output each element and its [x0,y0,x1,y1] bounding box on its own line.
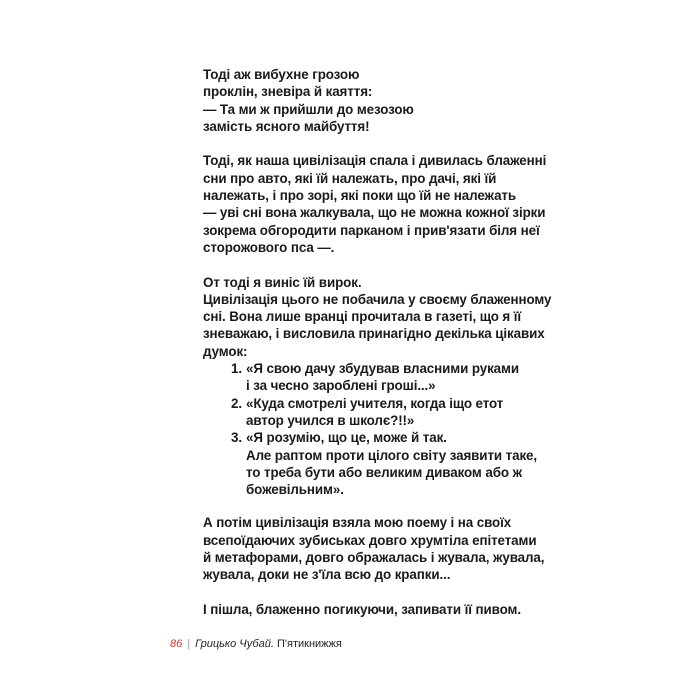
list-number: 3. [231,430,242,446]
list-number: 2. [231,395,242,411]
text-line: зокрема обгородити парканом і прив'язати біля неї [203,222,540,238]
text-line: то треба бути або великим диваком або ж [246,464,522,480]
text-line: автор учился в школє?!!» [246,412,415,428]
text-line: проклін, зневіра й каяття: [203,84,373,100]
text-line: божевільним». [246,482,344,498]
text-line: «Я свою дачу збудував власними руками [246,361,519,377]
poem-stanza [203,66,533,135]
list-item [203,395,533,430]
footer-book-title: П'ятикнижжя [276,638,342,650]
quote-list [203,360,538,498]
page-number: 86 [170,638,183,650]
text-line: належать, і про зорі, які поки що їй не належать [203,188,517,204]
list-number: 1. [231,361,242,377]
text-line: — уві сні вона жалкувала, що не можна кожної зірки [203,205,546,221]
text-line: І пішла, блаженно погикуючи, запивати її пивом. [203,601,521,617]
text-line: зневажаю, і висловила принагідно декілька цікавих [203,326,545,342]
text-line: А потім цивілізація взяла мою поему і на своїх [203,515,512,531]
text-line: «Куда смотрелі учителя, когда іщо етот [246,395,504,411]
list-item [203,429,538,498]
page-footer [170,637,342,651]
text-line: Але раптом проти цілого світу заявити таке, [246,447,538,463]
footer-author: Грицько Чубай. [195,638,274,650]
text-line: От тоді я виніс їй вирок. [203,274,362,290]
paragraph [203,152,547,256]
footer-separator: | [187,638,191,650]
text-line: й метафорами, довго ображалась і жувала, жувала, [203,550,545,566]
text-line: — Та ми ж прийшли до мезозою [203,101,414,117]
paragraph [203,514,545,583]
list-item [203,360,533,395]
text-line: сні. Вона лише вранці прочитала в газеті, що я її [203,309,522,325]
page-text [203,66,552,636]
text-line: жувала, доки не з'їла всю до крапки... [203,567,451,583]
text-line: Тоді аж вибухне грозою [203,67,360,82]
paragraph [203,274,552,360]
text-line: всепоїдаючих зубиськах довго хрумтіла епітетами [203,532,537,548]
text-line: Цивілізація цього не побачила у своєму блаженному [203,291,552,307]
text-line: «Я розумію, що це, може й так. [246,430,447,446]
text-line: і за чесно зароблені гроші...» [246,378,436,394]
text-line: сни про авто, які їй належать, про дачі, які їй [203,170,497,186]
text-line: Тоді, як наша цивілізація спала і дивилась блаженні [203,153,547,169]
paragraph [203,601,533,618]
text-line: сторожового пса —. [203,239,335,255]
text-line: замість ясного майбуття! [203,118,370,134]
text-line: думок: [203,343,248,359]
